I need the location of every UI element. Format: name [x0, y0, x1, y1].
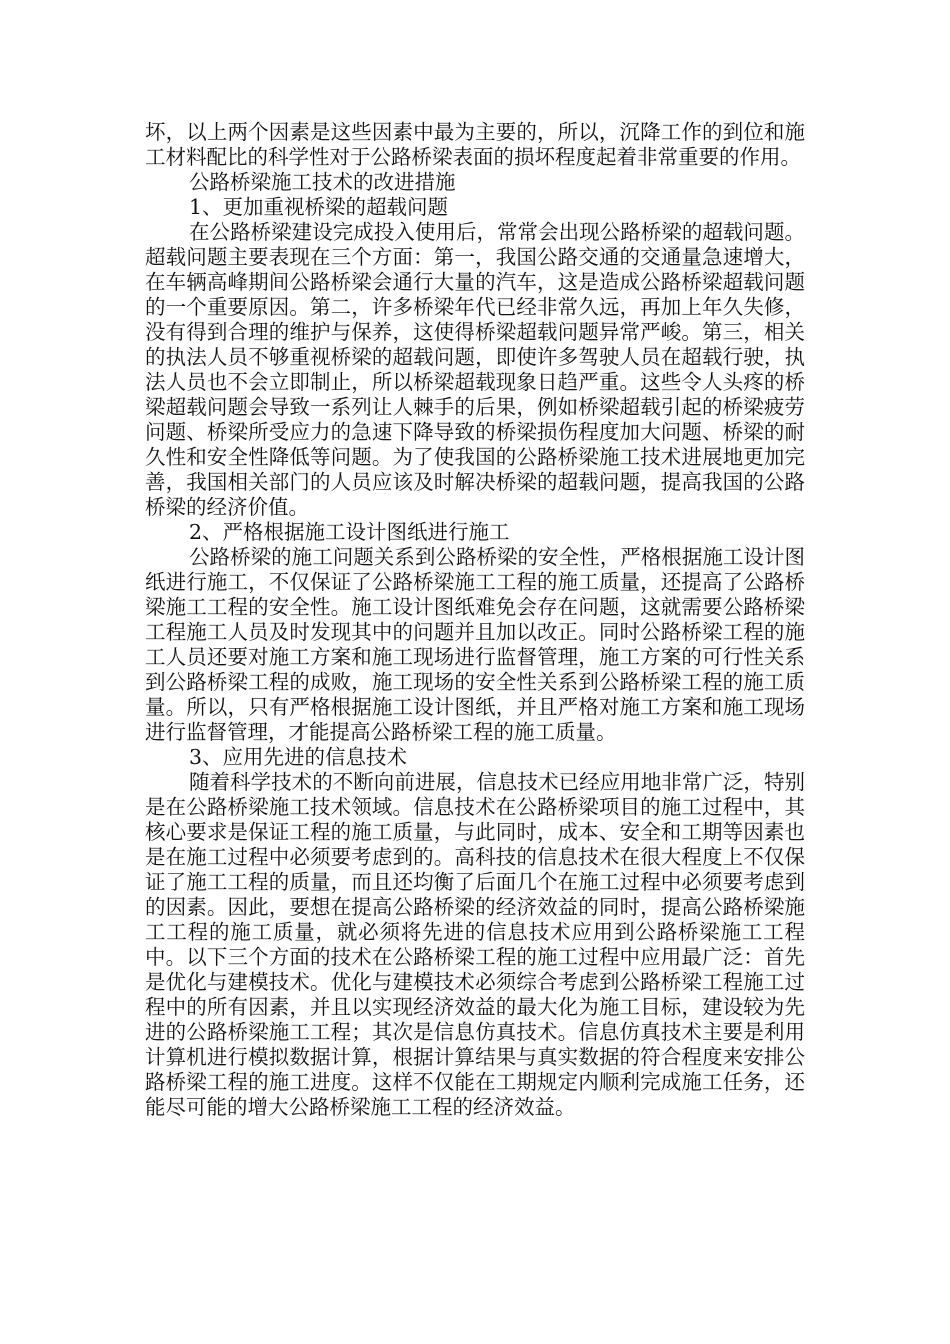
section-heading-improvements: 公路桥梁施工技术的改进措施 — [189, 170, 456, 194]
subheading-design-drawings: 2、严格根据施工设计图纸进行施工 — [189, 520, 510, 544]
document-body — [145, 120, 805, 1120]
subheading-overload: 1、更加重视桥梁的超载问题 — [189, 195, 449, 219]
paragraph-continuation: 坏，以上两个因素是这些因素中最为主要的，所以，沉降工作的到位和施工材料配比的科学性对于公路桥梁表面的损坏程度起着非常重要的作用。 — [145, 120, 805, 169]
subheading-information-technology: 3、应用先进的信息技术 — [189, 745, 408, 769]
paragraph-overload: 在公路桥梁建设完成投入使用后，常常会出现公路桥梁的超载问题。超载问题主要表现在三个方面：第一，我国公路交通的交通量急速增大，在车辆高峰期间公路桥梁会通行大量的汽车，这是造成公路桥梁超载问题的一个重要原因。第二，许多桥梁年代已经非常久远，再加上年久失修，没有得到合理的维护与保养，这使得桥梁超载问题异常严峻。第三，相关的执法人员不够重视桥梁的超载问题，即使许多驾驶人员在超载行驶，执法人员也不会立即制止，所以桥梁超载现象日趋严重。这些令人头疼的桥梁超载问题会导致一系列让人棘手的后果，例如桥梁超载引起的桥梁疲劳问题、桥梁所受应力的急速下降导致的桥梁损伤程度加大问题、桥梁的耐久性和安全性降低等问题。为了使我国的公路桥梁施工技术进展地更加完善，我国相关部门的人员应该及时解决桥梁的超载问题，提高我国的公路桥梁的经济价值。 — [145, 220, 805, 519]
paragraph-design-drawings: 公路桥梁的施工问题关系到公路桥梁的安全性，严格根据施工设计图纸进行施工，不仅保证了公路桥梁施工工程的施工质量，还提高了公路桥梁施工工程的安全性。施工设计图纸难免会存在问题，这就需要公路桥梁工程施工人员及时发现其中的问题并且加以改正。同时公路桥梁工程的施工人员还要对施工方案和施工现场进行监督管理，施工方案的可行性关系到公路桥梁工程的成败，施工现场的安全性关系到公路桥梁工程的施工质量。所以，只有严格根据施工设计图纸，并且严格对施工方案和施工现场进行监督管理，才能提高公路桥梁工程的施工质量。 — [145, 545, 805, 744]
paragraph-information-technology: 随着科学技术的不断向前进展，信息技术已经应用地非常广泛，特别是在公路桥梁施工技术领域。信息技术在公路桥梁项目的施工过程中，其核心要求是保证工程的施工质量，与此同时，成本、安全和工期等因素也是在施工过程中必须要考虑到的。高科技的信息技术在很大程度上不仅保证了施工工程的质量，而且还均衡了后面几个在施工过程中必须要考虑到的因素。因此，要想在提高公路桥梁的经济效益的同时，提高公路桥梁施工工程的施工质量，就必须将先进的信息技术应用到公路桥梁施工工程中。以下三个方面的技术在公路桥梁工程的施工过程中应用最广泛：首先是优化与建模技术。优化与建模技术必须综合考虑到公路桥梁工程施工过程中的所有因素，并且以实现经济效益的最大化为施工目标，建设较为先进的公路桥梁施工工程；其次是信息仿真技术。信息仿真技术主要是利用计算机进行模拟数据计算，根据计算结果与真实数据的符合程度来安排公路桥梁工程的施工进度。这样不仅能在工期规定内顺利完成施工任务，还能尽可能的增大公路桥梁施工工程的经济效益。 — [145, 770, 805, 1119]
